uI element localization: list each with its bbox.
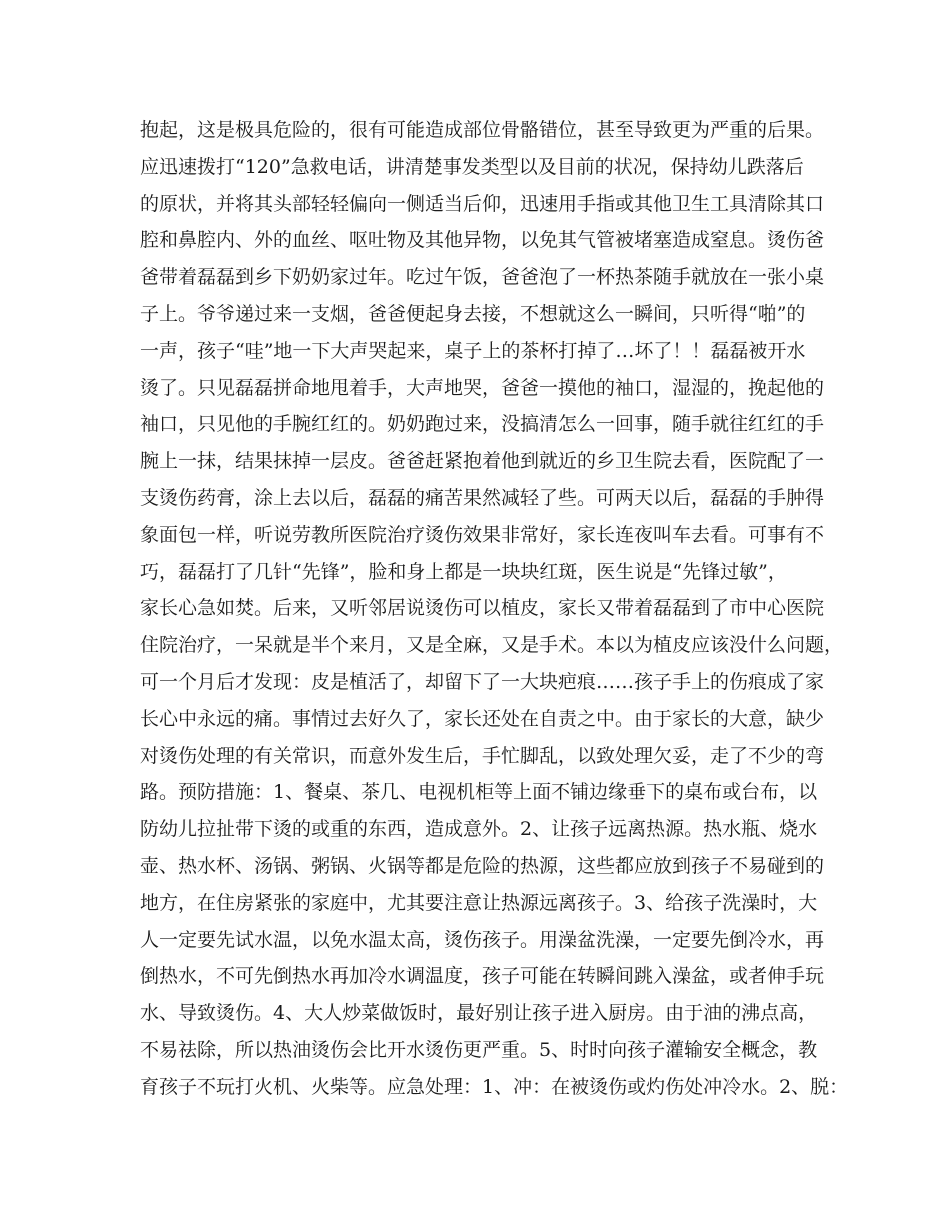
text-line: 应迅速拨打“120”急救电话，讲清楚事发类型以及目前的状况，保持幼儿跌落后	[140, 155, 804, 178]
text-line: 水、导致烫伤。4、大人炒菜做饭时，最好别让孩子进入厨房。由于油的沸点高，	[140, 1002, 818, 1025]
text-line: 一声，孩子“哇”地一下大声哭起来，桌子上的茶杯打掉了…坏了！！磊磊被开水	[140, 339, 806, 362]
text-line: 腔和鼻腔内、外的血丝、呕吐物及其他异物，以免其气管被堵塞造成窒息。烫伤爸	[140, 229, 825, 252]
text-line: 袖口，只见他的手腕红红的。奶奶跑过来，没搞清怎么一回事，随手就往红红的手	[140, 413, 825, 436]
text-line: 对烫伤处理的有关常识，而意外发生后，手忙脚乱，以致处理欠妥，走了不少的弯	[140, 744, 825, 767]
text-line: 烫了。只见磊磊拼命地甩着手，大声地哭，爸爸一摸他的袖口，湿湿的，挽起他的	[140, 376, 825, 399]
text-line: 地方，在住房紧张的家庭中，尤其要注意让热源远离孩子。3、给孩子洗澡时，大	[140, 891, 818, 914]
text-line: 抱起，这是极具危险的，很有可能造成部位骨骼错位，甚至导致更为严重的后果。	[140, 119, 825, 141]
text-line: 子上。爷爷递过来一支烟，爸爸便起身去接，不想就这么一瞬间，只听得“啪”的	[140, 302, 806, 325]
text-line: 爸带着磊磊到乡下奶奶家过年。吃过午饭，爸爸泡了一杯热茶随手就放在一张小桌	[140, 266, 825, 289]
text-line: 象面包一样，听说劳教所医院治疗烫伤效果非常好，家长连夜叫车去看。可事有不	[140, 523, 825, 546]
text-line: 人一定要先试水温，以免水温太高，烫伤孩子。用澡盆洗澡，一定要先倒冷水，再	[140, 928, 825, 951]
text-line: 腕上一抹，结果抹掉一层皮。爸爸赶紧抱着他到就近的乡卫生院去看，医院配了一	[140, 450, 825, 473]
text-line: 长心中永远的痛。事情过去好久了，家长还处在自责之中。由于家长的大意，缺少	[140, 707, 825, 730]
text-line: 家长心急如焚。后来，又听邻居说烫伤可以植皮，家长又带着磊磊到了市中心医院	[140, 597, 825, 620]
body-text	[140, 112, 849, 1106]
text-line: 不易祛除，所以热油烫伤会比开水烫伤更严重。5、时时向孩子灌输安全概念，教	[140, 1038, 818, 1061]
text-line: 路。预防措施：1、餐桌、茶几、电视机柜等上面不铺边缘垂下的桌布或台布，以	[140, 781, 818, 804]
text-line: 支烫伤药膏，涂上去以后，磊磊的痛苦果然减轻了些。可两天以后，磊磊的手肿得	[140, 486, 825, 509]
text-line: 倒热水，不可先倒热水再加冷水调温度，孩子可能在转瞬间跳入澡盆，或者伸手玩	[140, 965, 825, 988]
text-line: 壶、热水杯、汤锅、粥锅、火锅等都是危险的热源，这些都应放到孩子不易碰到的	[140, 854, 825, 877]
text-line: 住院治疗，一呆就是半个来月，又是全麻，又是手术。本以为植皮应该没什么问题，	[140, 634, 844, 657]
text-line: 防幼儿拉扯带下烫的或重的东西，造成意外。2、让孩子远离热源。热水瓶、烧水	[140, 818, 818, 841]
text-line: 育孩子不玩打火机、火柴等。应急处理：1、冲：在被烫伤或灼伤处冲冷水。2、脱：	[140, 1075, 849, 1098]
text-line: 的原状，并将其头部轻轻偏向一侧适当后仰，迅速用手指或其他卫生工具清除其口	[140, 192, 825, 215]
text-line: 巧，磊磊打了几针“先锋”，脸和身上都是一块块红斑，医生说是“先锋过敏”，	[140, 560, 787, 583]
text-line: 可一个月后才发现：皮是植活了，却留下了一大块疤痕……孩子手上的伤痕成了家	[140, 670, 825, 693]
